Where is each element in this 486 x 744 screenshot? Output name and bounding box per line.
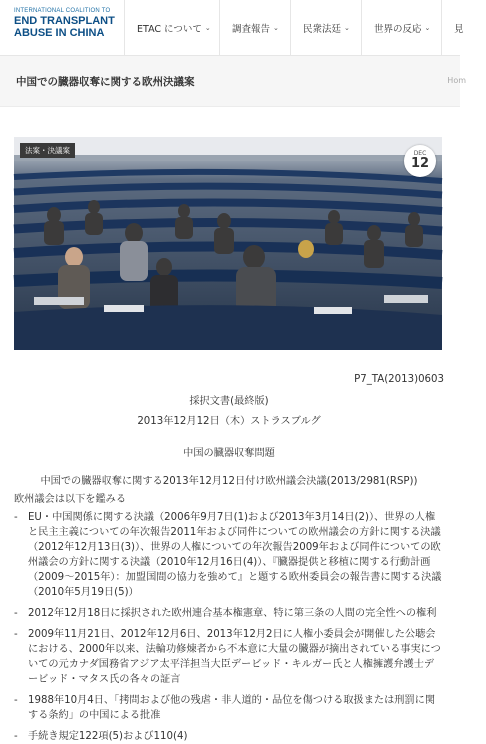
article-body (14, 372, 444, 744)
list-item: - EU・中国関係に関する決議（2006年9月7日(1)および2013年3月14日(2)）、世界の人権と民主主義についての年次報告2011年および同件についての欧州議会の方針に関する決議（2012年12月13日(3)）、世界の人権についての年次報告2009年および同件についての欧州議会の方針に関する決議（2010年12月16日(4)）、『臓器提供と移植に関する行動計画（2009～2015年）：加盟国間の協力を強めて』と題する欧州委員会の報告書に関する決議（2010年5月19日(5)） (14, 510, 444, 600)
list-item: - 1988年10月4日、「拷問および他の残虐・非人道的・品位を傷つける取扱または刑罰に関する条約」の中国による批准 (14, 693, 444, 723)
logo-line-1: END TRANSPLANT (14, 15, 115, 27)
nav-item-more[interactable] (441, 0, 486, 55)
list-item: - 手続き規定122項(5)および110(4) (14, 729, 444, 744)
document-type: 採択文書(最終版) (189, 396, 269, 407)
list-item-text: 2009年11月21日、2012年12月6日、2013年12月2日に人権小委員会が開催した公聴会における、2000年以来、法輪功修煉者から不本意に大量の臓器が摘出されている事実についての元カナダ国務省アジア太平洋担当大臣デービッド・キルガー氏と人権擁護弁護士デービッド・マタス氏の各々の証言 (28, 629, 441, 685)
main-nav (124, 0, 486, 55)
date-day: 12 (410, 156, 430, 171)
date-badge (404, 145, 436, 177)
page-title: 中国での臓器収奪に関する欧州決議案 (16, 76, 195, 88)
chevron-down-icon: ⌄ (344, 23, 350, 32)
resolution-title: 中国での臓器収奪に関する2013年12月12日付け欧州議会決議(2013/2981(RSP)) (40, 476, 418, 487)
document-date-place: 2013年12月12日（木）ストラスブルグ (137, 416, 321, 427)
category-tag[interactable]: 法案・決議案 (20, 143, 75, 158)
nav-item-label: 見 (454, 23, 464, 35)
nav-item-tribunal[interactable] (290, 0, 361, 55)
nav-item-label: 世界の反応 (374, 23, 422, 35)
nav-item-label: ETAC について (137, 23, 202, 35)
site-logo[interactable] (14, 8, 126, 39)
logo-line-2: ABUSE IN CHINA (14, 27, 105, 39)
breadcrumb[interactable]: Hom (447, 76, 466, 85)
document-reference: P7_TA(2013)0603 (354, 374, 444, 385)
chevron-down-icon: ⌄ (424, 23, 431, 32)
list-item-text: 2012年12月18日に採択された欧州連合基本権憲章、特に第三条の人間の完全性への権利 (28, 608, 437, 619)
list-item: - 2009年11月21日、2012年12月6日、2013年12月2日に人権小委員会が開催した公聴会における、2000年以来、法輪功修煉者から不本意に大量の臓器が摘出されている事実についての元カナダ国務省アジア太平洋担当大臣デービッド・キルガー氏と人権擁護弁護士デービッド・マタス氏の各々の証言 (14, 627, 444, 687)
list-item: - 2012年12月18日に採択された欧州連合基本権憲章、特に第三条の人間の完全性への権利 (14, 606, 444, 621)
nav-item-world-reaction[interactable] (361, 0, 441, 55)
chevron-down-icon: ⌄ (204, 23, 211, 32)
list-item-text: 1988年10月4日、「拷問および他の残虐・非人道的・品位を傷つける取扱または刑罰に関する条約」の中国による批准 (28, 695, 436, 721)
page-title-bar (0, 56, 466, 107)
logo-tagline: INTERNATIONAL COALITION TO (14, 8, 111, 14)
list-item-text: 手続き規定122項(5)および110(4) (28, 731, 188, 742)
nav-item-label: 調査報告 (232, 23, 271, 35)
nav-item-about[interactable] (124, 0, 219, 55)
nav-item-label: 民衆法廷 (303, 23, 342, 35)
list-item-text: EU・中国関係に関する決議（2006年9月7日(1)および2013年3月14日(2)）、世界の人権と民主主義についての年次報告2011年および同件についての欧州議会の方針に関する決議（2012年12月13日(3)）、世界の人権についての年次報告2009年および同件についての欧州議会の方針に関する決議（2010年12月16日(4)）、『臓器提供と移植に関する行動計画（2009～2015年）：加盟国間の協力を強めて』と題する欧州委員会の報告書に関する決議（2010年5月19日(5)） (28, 512, 442, 598)
date-month: DEC (413, 150, 427, 157)
site-header (0, 0, 464, 56)
resolution-intro: 欧州議会は以下を鑑みる (14, 494, 127, 505)
featured-image (14, 137, 442, 350)
parliament-photo (14, 137, 442, 350)
document-subject: 中国の臓器収奪問題 (183, 448, 275, 459)
chevron-down-icon: ⌄ (273, 23, 279, 32)
nav-item-reports[interactable] (219, 0, 290, 55)
